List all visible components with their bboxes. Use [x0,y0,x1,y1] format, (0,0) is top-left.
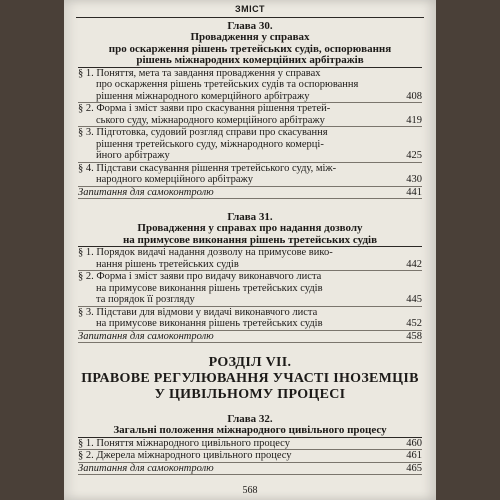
section-subtitle-line: У ЦИВІЛЬНОМУ ПРОЦЕСІ [154,387,346,402]
entry-line: § 3. Підготовка, судовий розгляд справи про скасування [78,127,328,138]
entry-line: на примусове виконання рішень третейських судів [96,318,323,329]
entry-last-line [78,150,422,163]
toc-entry[interactable] [78,127,422,163]
page-ref: 425 [406,150,422,161]
toc-entry[interactable] [78,307,422,331]
chapter-title: Глава 32. [227,413,273,425]
chapter-title: Глава 31. [227,211,273,223]
page-ref: 419 [406,114,422,126]
entry-last-line [78,294,422,307]
toc-entry-self-check[interactable] [78,331,422,344]
entry-line: на примусове виконання рішень третейських судів [96,282,323,294]
page-number: 568 [242,485,258,496]
page-ref: 452 [406,318,422,329]
toc-entry-self-check[interactable] [78,187,422,200]
chapter-subtitle-line: на примусове виконання рішень третейських судів [122,233,378,246]
toc-entry[interactable] [78,450,422,463]
book-page [64,0,436,500]
entry-line: § 1. Поняття міжнародного цивільного процесу [78,437,290,449]
entry-last-line [78,174,422,187]
chapter-subtitle-line: Загальні положення міжнародного цивільного процесу [113,424,387,436]
entry-line: ського суду, міжнародного комерційного арбітражу [96,114,325,126]
entry-last-line [78,91,422,104]
toc-entry-self-check[interactable] [78,463,422,476]
entry-line: йного арбітражу [96,150,170,161]
page-ref: 458 [406,330,422,342]
entry-line: рішення міжнародного комерційного арбітражу [96,90,310,102]
page-ref: 441 [406,186,422,198]
section-subtitle-line: ПРАВОВЕ РЕГУЛЮВАННЯ УЧАСТІ ІНОЗЕМЦІВ [81,371,419,386]
entry-last-line [78,115,422,128]
toc-entry[interactable] [78,438,422,451]
toc-content [78,20,422,475]
entry-last-line [78,318,422,331]
chapter-subtitle-line: рішень міжнародних комерційних арбітражів [136,54,364,66]
chapter-subtitle-line: Провадження у справах [190,31,310,43]
page-ref: 465 [406,462,422,474]
page-ref: 460 [406,437,422,449]
section-title: РОЗДІЛ VII. [208,355,292,370]
toc-entry[interactable] [78,163,422,187]
entry-line: § 2. Форма і зміст заяви про видачу виконавчого листа [78,271,322,282]
page-ref: 461 [406,450,422,461]
entry-line: § 2. Форма і зміст заяви про скасування рішення третей- [78,103,331,114]
entry-line: Запитання для самоконтролю [78,462,214,474]
entry-line: Запитання для самоконтролю [78,330,214,342]
toc-entry[interactable] [78,68,422,104]
chapter-title: Глава 30. [227,20,273,32]
toc-entry[interactable] [78,271,422,307]
entry-line: § 1. Поняття, мета та завдання провадження у справах [78,67,321,79]
entry-line: рішення третейського суду, міжнародного комерці- [96,138,324,150]
page-ref: 430 [406,174,422,185]
entry-line: нання рішень третейських судів [96,258,239,270]
entry-line: Запитання для самоконтролю [78,186,214,198]
chapter-subtitle-line: про оскарження рішень третейських судів, оспорювання [108,42,392,55]
toc-entry[interactable] [78,103,422,127]
chapter-32 [78,413,422,475]
toc-entry[interactable] [78,247,422,271]
running-head: ЗМІСТ [235,4,265,14]
entry-line: § 4. Підстави скасування рішення третейського суду, між- [78,162,337,174]
entry-line: та порядок її розгляду [96,294,195,305]
chapter-subtitle-line: Провадження у справах про надання дозволу [137,222,363,234]
entry-line: § 3. Підстави для відмови у видачі виконавчого листа [78,306,318,318]
entry-line: § 1. Порядок видачі надання дозволу на примусове вико- [78,247,333,258]
entry-line: народного комерційного арбітражу [96,174,254,185]
entry-line: § 2. Джерела міжнародного цивільного процесу [78,450,292,461]
page-ref: 408 [406,90,422,102]
page-ref: 442 [406,258,422,270]
chapter-30 [78,20,422,199]
header-rule [76,17,424,18]
entry-last-line [78,259,422,272]
section-7 [78,355,422,403]
page-ref: 445 [406,294,422,305]
entry-line: про оскарження рішень третейських судів та оспорювання [96,79,359,90]
chapter-31 [78,211,422,343]
